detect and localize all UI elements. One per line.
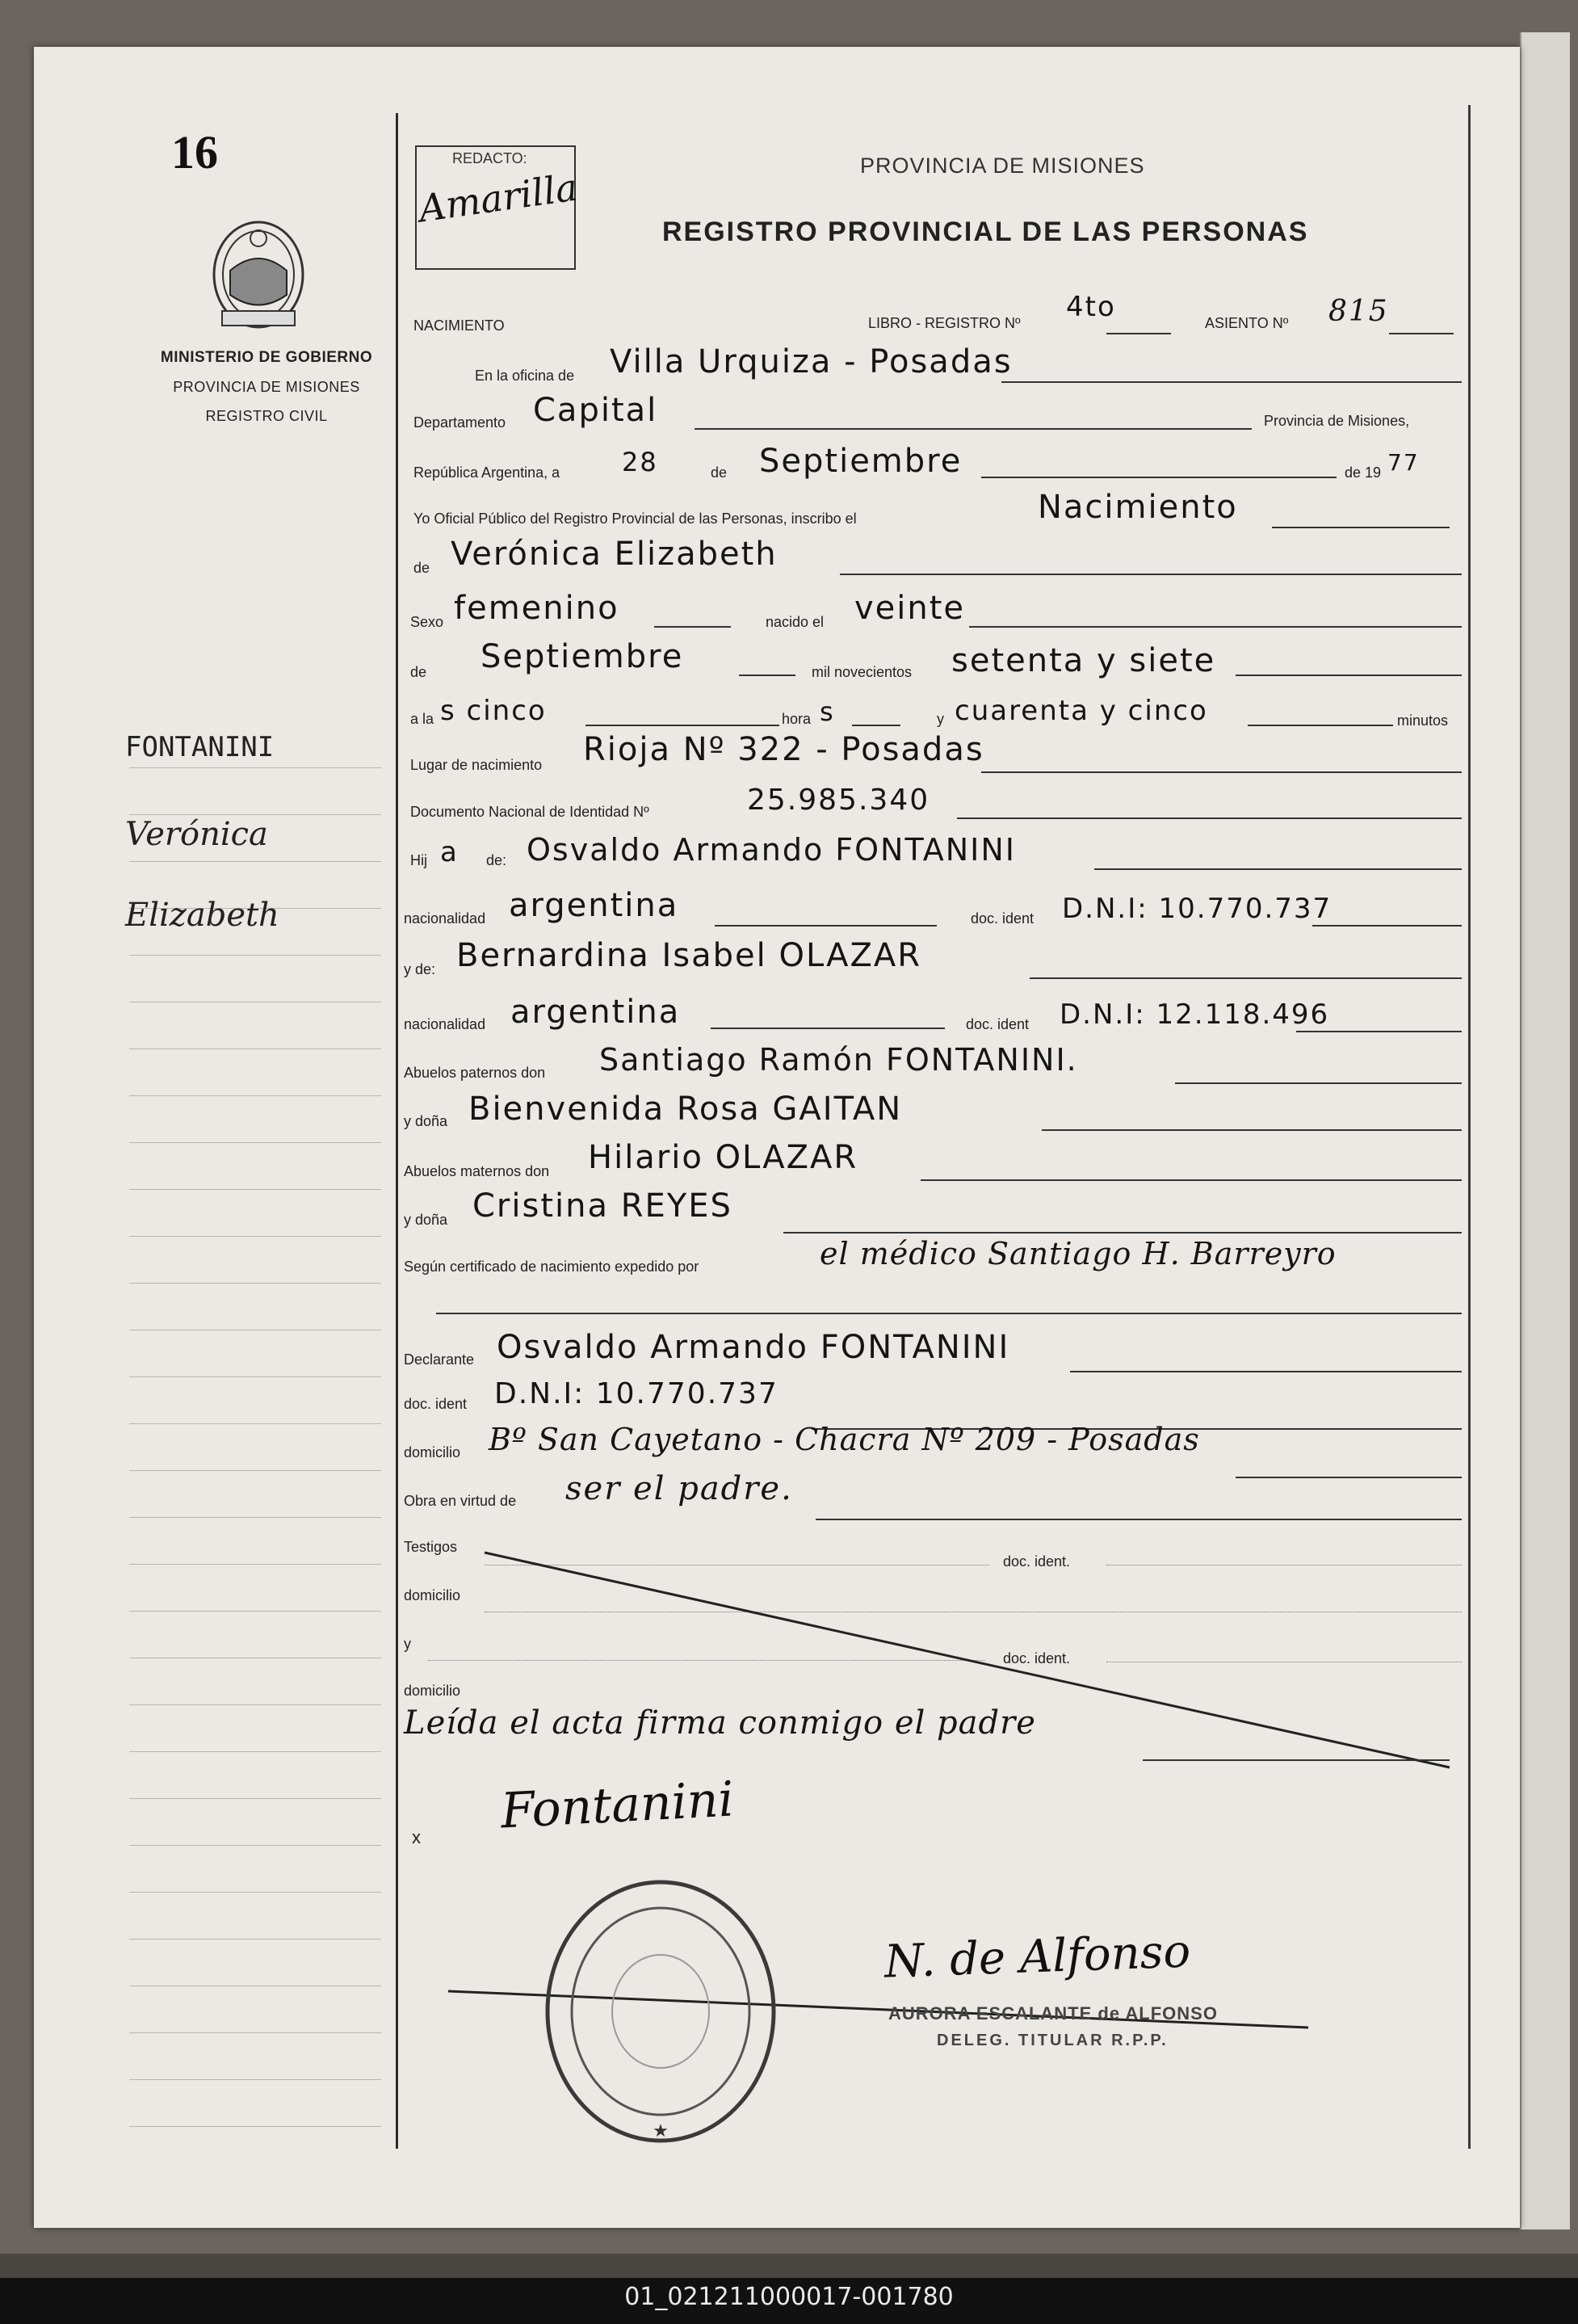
ministry-title: MINISTERIO DE GOBIERNO bbox=[160, 349, 373, 366]
oficial-label: Yo Oficial Público del Registro Provincial de las Personas, inscribo el bbox=[413, 511, 857, 527]
de2-label: de bbox=[413, 560, 430, 576]
oficial-value: Nacimiento bbox=[1038, 489, 1238, 526]
oficina-label: En la oficina de bbox=[475, 368, 575, 384]
a-la-label: a la bbox=[410, 711, 434, 727]
officer-name: AURORA ESCALANTE de ALFONSO bbox=[888, 2003, 1218, 2024]
nacido-mes: Septiembre bbox=[481, 638, 684, 675]
de-label: de bbox=[711, 464, 728, 481]
doc2-value: D.N.I: 12.118.496 bbox=[1060, 998, 1330, 1031]
nacido-label: nacido el bbox=[766, 614, 825, 630]
minutos-label: minutos bbox=[1397, 712, 1449, 729]
de-padre-label: de: bbox=[486, 852, 507, 868]
registry-heading: REGISTRO PROVINCIAL DE LAS PERSONAS bbox=[662, 216, 1309, 247]
margin-note-surname: FONTANINI bbox=[125, 731, 275, 763]
doc1-value: D.N.I: 10.770.737 bbox=[1062, 893, 1332, 925]
lugar-label: Lugar de nacimiento bbox=[410, 757, 543, 773]
nacido-value: veinte bbox=[854, 590, 966, 627]
padre-value: Osvaldo Armando FONTANINI bbox=[527, 832, 1016, 868]
margin-note-name2: Elizabeth bbox=[125, 897, 279, 934]
asiento-label: ASIENTO Nº bbox=[1205, 315, 1289, 331]
nac1-label: nacionalidad bbox=[404, 910, 486, 927]
nombre-value: Verónica Elizabeth bbox=[451, 536, 778, 573]
dni-value: 25.985.340 bbox=[747, 784, 930, 817]
dni-label: Documento Nacional de Identidad Nº bbox=[410, 804, 649, 820]
hora-label: hora bbox=[782, 711, 812, 727]
image-caption: 01_021211000017-001780 bbox=[624, 2283, 954, 2311]
departamento-label: Departamento bbox=[413, 414, 506, 431]
ministry-registry: REGISTRO CIVIL bbox=[205, 408, 328, 424]
obra-label: Obra en virtud de bbox=[404, 1493, 517, 1509]
doc2-label: doc. ident bbox=[966, 1016, 1030, 1032]
ab-mat-label: Abuelos maternos don bbox=[404, 1163, 550, 1179]
svg-text:★: ★ bbox=[653, 2121, 669, 2141]
republica-label: República Argentina, a bbox=[413, 464, 560, 481]
province-heading: PROVINCIA DE MISIONES bbox=[860, 153, 1145, 178]
fecha-anio: 77 bbox=[1387, 449, 1420, 476]
redacto-signature: Amarilla bbox=[416, 165, 581, 231]
y-de-label: y de: bbox=[404, 961, 436, 977]
sexo-value: femenino bbox=[454, 590, 619, 627]
declarante-label: Declarante bbox=[404, 1351, 475, 1368]
signature-mark-x: x bbox=[412, 1827, 421, 1847]
leida-value: Leída el acta firma conmigo el padre bbox=[404, 1704, 1036, 1742]
leida-line bbox=[1143, 1759, 1450, 1761]
mil-label: mil novecientos bbox=[812, 664, 913, 680]
domicilio-value: Bº San Cayetano - Chacra Nº 209 - Posadas bbox=[489, 1422, 1200, 1457]
page-number: 16 bbox=[171, 126, 218, 179]
doc4-label: doc. ident. bbox=[1003, 1553, 1071, 1570]
de3-label: de bbox=[410, 664, 427, 680]
testigos-label: Testigos bbox=[404, 1539, 458, 1555]
doc1-label: doc. ident bbox=[971, 910, 1035, 927]
hora-suffix: s bbox=[820, 696, 835, 727]
domicilio-label: domicilio bbox=[404, 1444, 461, 1460]
oficina-value: Villa Urquiza - Posadas bbox=[610, 343, 1013, 380]
fecha-mes: Septiembre bbox=[759, 443, 963, 480]
officer-title: DELEG. TITULAR R.P.P. bbox=[937, 2032, 1169, 2049]
madre-value: Bernardina Isabel OLAZAR bbox=[456, 937, 922, 974]
asiento-value: 815 bbox=[1328, 295, 1389, 328]
doc3-label: doc. ident bbox=[404, 1396, 468, 1412]
hij-suffix: a bbox=[440, 836, 459, 868]
obra-value: ser el padre. bbox=[565, 1470, 793, 1507]
de-anio-label: de 19 bbox=[1345, 464, 1382, 481]
ab-mat-value: Hilario OLAZAR bbox=[588, 1139, 858, 1176]
provincia-label: Provincia de Misiones, bbox=[1264, 413, 1410, 429]
domicilio2-label: domicilio bbox=[404, 1587, 461, 1603]
fecha-dia: 28 bbox=[622, 447, 658, 477]
dona2-value: Cristina REYES bbox=[472, 1187, 732, 1225]
cert-value: el médico Santiago H. Barreyro bbox=[820, 1236, 1337, 1271]
hij-label: Hij bbox=[410, 852, 427, 868]
sexo-label: Sexo bbox=[410, 614, 444, 630]
ab-pat-label: Abuelos paternos don bbox=[404, 1065, 546, 1081]
hora-value: s cinco bbox=[440, 695, 547, 727]
cert-label: Según certificado de nacimiento expedido por bbox=[404, 1259, 699, 1275]
y-label: y bbox=[937, 711, 944, 727]
lugar-value: Rioja Nº 322 - Posadas bbox=[583, 731, 984, 768]
redacto-label: REDACTO: bbox=[452, 150, 527, 166]
minutos-value: cuarenta y cinco bbox=[955, 695, 1208, 727]
y2-label: y bbox=[404, 1636, 411, 1652]
nacimiento-label: NACIMIENTO bbox=[413, 317, 505, 334]
declarante-value: Osvaldo Armando FONTANINI bbox=[497, 1329, 1010, 1366]
declarante-signature: Fontanini bbox=[499, 1771, 736, 1840]
officer-signature: N. de Alfonso bbox=[883, 1925, 1192, 1989]
departamento-value: Capital bbox=[533, 392, 658, 429]
dona1-label: y doña bbox=[404, 1113, 448, 1129]
official-seal-icon bbox=[539, 1874, 782, 2149]
libro-value: 4to bbox=[1066, 291, 1116, 323]
domicilio3-label: domicilio bbox=[404, 1683, 461, 1699]
nac1-value: argentina bbox=[509, 887, 679, 924]
ministry-province: PROVINCIA DE MISIONES bbox=[173, 379, 360, 395]
libro-label: LIBRO - REGISTRO Nº bbox=[868, 315, 1021, 331]
dona1-value: Bienvenida Rosa GAITAN bbox=[468, 1091, 903, 1128]
mil-value: setenta y siete bbox=[951, 642, 1216, 679]
nac2-label: nacionalidad bbox=[404, 1016, 486, 1032]
nac2-value: argentina bbox=[510, 994, 681, 1031]
dona2-label: y doña bbox=[404, 1212, 448, 1228]
doc3-value: D.N.I: 10.770.737 bbox=[494, 1377, 779, 1410]
ab-pat-value: Santiago Ramón FONTANINI. bbox=[599, 1042, 1078, 1078]
doc5-label: doc. ident. bbox=[1003, 1650, 1071, 1666]
margin-note-name1: Verónica bbox=[125, 816, 268, 853]
